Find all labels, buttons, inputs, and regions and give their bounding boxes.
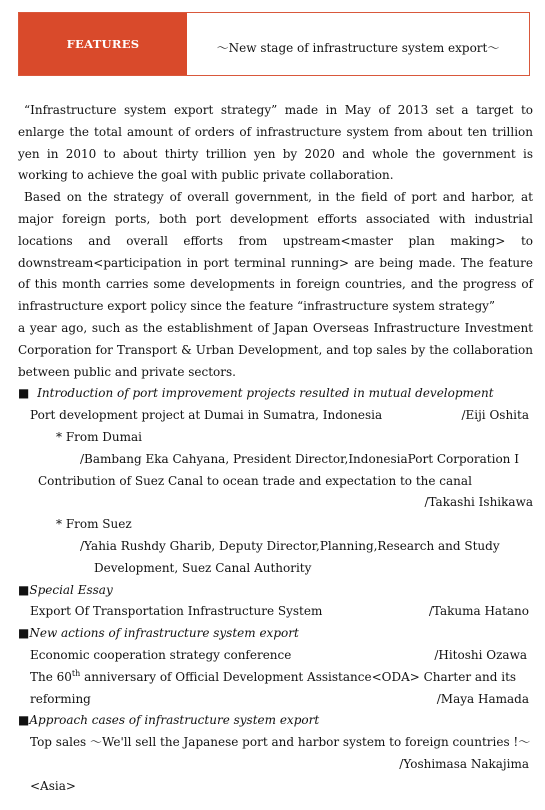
toc-entry: Top sales ～We'll sell the Japanese port and harbor system to foreign countries !～ (30, 735, 531, 750)
toc-subentry-author: /Yahia Rushdy Gharib, Deputy Director,Planning,Research and Study (80, 538, 500, 553)
square-bullet-icon: ■ (18, 626, 30, 641)
toc-entry-author: /Takashi Ishikawa (424, 495, 533, 510)
section-3-heading: ■New actions of infrastructure system export (18, 626, 299, 641)
square-bullet-icon: ■ (18, 582, 30, 597)
toc-entry: Economic cooperation strategy conference /Hitoshi Ozawa (30, 647, 527, 662)
intro-paragraph-3: a year ago, such as the establishment of Japan Overseas Infrastructure Investment Corporation for Transport & Urban Development, and top sales by the collaboration between public and private sectors. (18, 320, 533, 379)
toc-subentry-author: /Bambang Eka Cahyana, President Director,IndonesiaPort Corporation I (80, 451, 519, 466)
feature-header (18, 12, 530, 76)
square-bullet-icon: ■ (18, 713, 30, 728)
toc-entry: reforming /Maya Hamada (30, 691, 529, 706)
section-2-heading: ■Special Essay (18, 582, 113, 597)
intro-paragraph-2: Based on the strategy of overall government, in the field of port and harbor, at major foreign ports, both port development efforts associated with industrial locations and overall efforts from upstream<master plan making> to downstream<participation in port terminal running> are being made. The feature of this month carries some developments in foreign countries, and the progress of infrastructure export policy since the feature “infrastructure system strategy” (18, 190, 533, 314)
toc-entry: <Asia> (30, 778, 76, 793)
feature-subtitle: ～New stage of infrastructure system export～ (216, 41, 500, 55)
toc-subentry: * From Suez (56, 517, 132, 532)
article-body (18, 100, 533, 798)
toc-entry: Port development project at Dumai in Sumatra, Indonesia /Eiji Oshita (30, 408, 529, 423)
toc-entry: Contribution of Suez Canal to ocean trade and expectation to the canal (38, 473, 472, 488)
section-4-heading: ■Approach cases of infrastructure system export (18, 713, 320, 728)
toc-entry: The 60th anniversary of Official Development Assistance<ODA> Charter and its (30, 668, 517, 684)
features-label: FEATURES (19, 13, 187, 75)
square-bullet-icon: ■ (18, 386, 30, 401)
toc-subentry-author: Development, Suez Canal Authority (94, 560, 312, 575)
section-1-heading: ■ Introduction of port improvement projects resulted in mutual development (18, 386, 494, 401)
intro-paragraph-1: “Infrastructure system export strategy” made in May of 2013 set a target to enlarge the total amount of orders of infrastructure system from about ten trillion yen in 2010 to about thirty trillion yen by 2020 and whole the government is working to achieve the goal with public private collaboration. (18, 103, 533, 183)
toc-entry-author: /Yoshimasa Nakajima (399, 756, 529, 771)
toc-subentry: * From Dumai (56, 429, 143, 444)
toc-entry: Export Of Transportation Infrastructure System /Takuma Hatano (30, 604, 529, 619)
